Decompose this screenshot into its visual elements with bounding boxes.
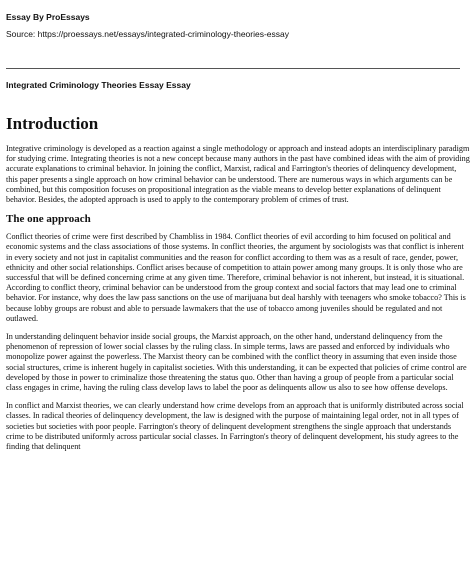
source-url[interactable]: https://proessays.net/essays/integrated-criminology-theories-essay	[37, 29, 290, 39]
header-divider	[6, 68, 460, 69]
document-title: Integrated Criminology Theories Essay Essay	[6, 80, 191, 90]
essay-body	[6, 100, 470, 460]
approach-paragraph-2: In understanding delinquent behavior inside social groups, the Marxist approach, on the other hand, understand delinquency from the phenomenon of repression of lower social classes by the ruling class. In simple terms, laws are passed and enforced by individuals who monopolize power against the powerless. The Marxist theory can be combined with the conflict theory in assuming that even inside those social structures, crime is inherent hugely in capitalist societies. With this understanding, it can be expected that policies of crime control are developed by those in power to criminalize those threatening the status quo. Other than having a group of people from a particular social class engages in crime, having the ruling class develop laws to label the poor as delinquents allow us also to see how offense develops.	[6, 332, 467, 393]
approach-paragraph-1: Conflict theories of crime were first described by Chambliss in 1984. Conflict theories of evil according to him focused on political and economic systems and the class associations of those systems. In conflict theories, the argument by sociologists was that conflict is inherent in every society and not just in capitalist communities and the reason for conflict according to them was as a result of race, gender, power, ethnicity and other social relationships. Conflict arises because of competition to attain power among many groups. It is only those who are successful that will be defined concerning crime at any given time. Therefore, criminal behavior is not inherent, but instead, it is situational. According to conflict theory, criminal behavior can be understood from the group context and social factors that may lead one to criminal behavior. For instance, why does the law pass sanctions on the use of marijuana but deal harshly with teenagers who smoke tobacco? This is because lobby groups are robust and able to persuade lawmakers that the use of tobacco among juveniles should be regulated and not outlawed.	[6, 232, 466, 323]
approach-heading: The one approach	[6, 213, 91, 226]
approach-paragraph-3: In conflict and Marxist theories, we can clearly understand how crime develops from an approach that is uniformly distributed across social classes. In radical theories of delinquency development, the law is designed with the purpose of maintaining legal order, not in all types of societies but societies with poor people. Farrington's theory of delinquent development strengthens the single approach that understands crime to be distributed uniformly across particular social classes. In Farrington's theory of delinquent development, his study agrees to the finding that delinquent	[6, 401, 464, 452]
source-line	[6, 29, 289, 40]
intro-paragraph: Integrative criminology is developed as a reaction against a single methodology or approach and instead adopts an interdisciplinary paradigm for studying crime. Integrating theories is not a new concept because many authors in the past have combined ideas with the aim of providing accurate explanations to criminal behavior. In joining the conflict, Marxist, radical and Farrington's theories of delinquency development, this paper presents a single approach on how criminal behavior can be understood. There are numerous ways in which arguments can be combined, but this composition focuses on propositional integration as the viable means to develop better explanations of delinquent behavior. Besides, the adopted approach is used to apply to the contemporary problem of crimes of trust.	[6, 144, 470, 205]
introduction-heading: Introduction	[6, 114, 99, 133]
source-label: Source:	[6, 29, 36, 39]
brand-header: Essay By ProEssays	[6, 12, 90, 22]
